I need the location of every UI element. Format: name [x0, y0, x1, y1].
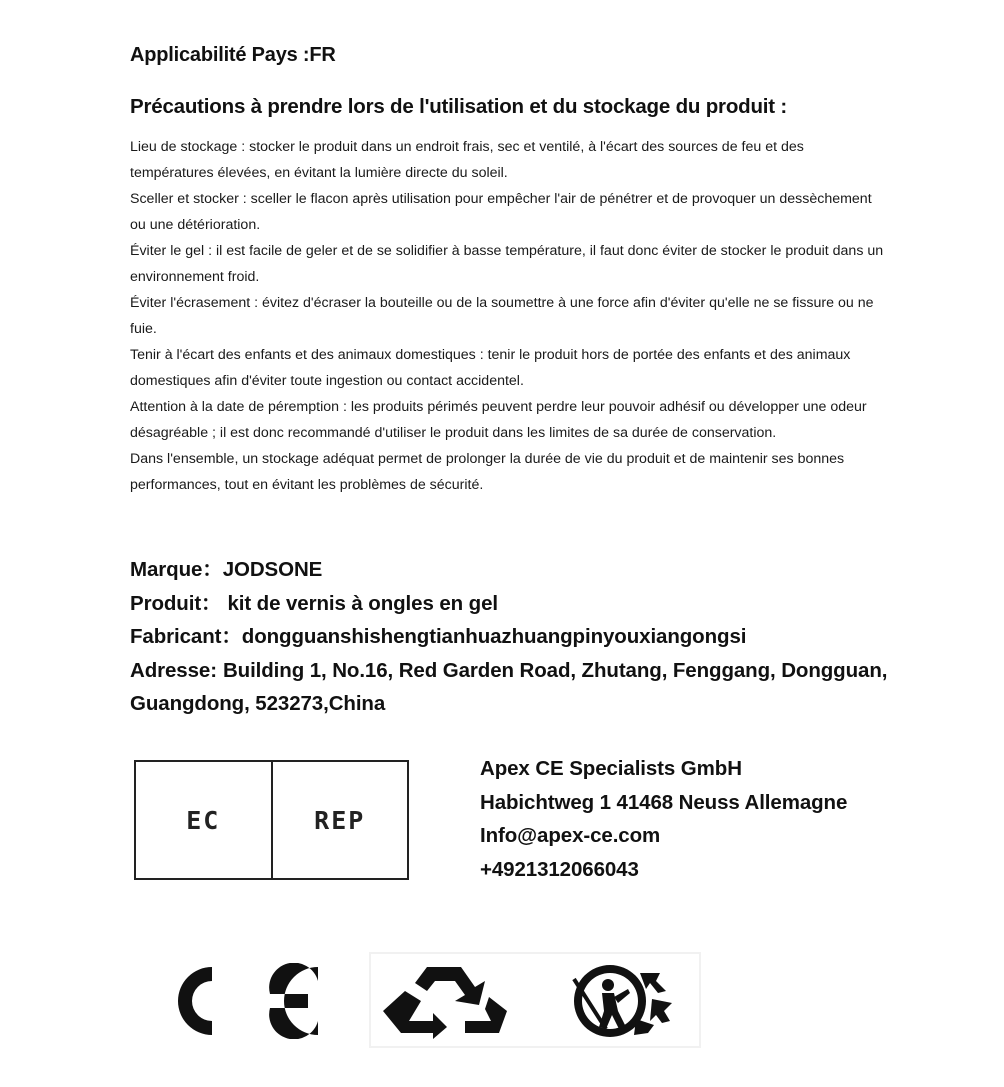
- product-label: Produit：: [130, 591, 222, 615]
- address-row-2: [130, 687, 930, 721]
- address-label: Adresse:: [130, 658, 217, 682]
- rep-email: Info@apex-ce.com: [480, 824, 661, 847]
- brand-row: [130, 553, 930, 587]
- precautions-list: [130, 134, 890, 498]
- ec-rep-symbol: [134, 760, 409, 880]
- brand-label: Marque：: [130, 558, 223, 581]
- compliance-symbols: [140, 955, 700, 1045]
- address-line-1: Building 1, No.16, Red Garden Road, Zhutang, Fenggang, Dongguan,: [222, 658, 888, 682]
- ec-representative-info: [480, 752, 847, 886]
- precaution-expiry-date: Attention à la date de péremption : les produits périmés peuvent perdre leur pouvoir adhésif ou développer une odeur désagréable ; il est donc recommandé d'utiliser le produit dans les limites de sa durée de conservation.: [130, 399, 867, 441]
- precaution-seal-and-store: Sceller et stocker : sceller le flacon après utilisation pour empêcher l'air de pénétrer et de provoquer un dessèchement ou une détérioration.: [130, 191, 872, 233]
- precautions-heading: Précautions à prendre lors de l'utilisation et du stockage du produit :: [130, 95, 788, 118]
- product-info-block: [130, 553, 930, 721]
- product-row: [130, 587, 930, 621]
- precaution-children-pets: Tenir à l'écart des enfants et des animaux domestiques : tenir le produit hors de portée des enfants et des animaux domestiques afin d'éviter toute ingestion ou contact accidentel.: [130, 347, 851, 389]
- rep-label: REP: [271, 762, 408, 878]
- rep-phone: +4921312066043: [480, 857, 639, 881]
- manufacturer-label: Fabricant：: [130, 625, 242, 648]
- brand-value: JODSONE: [222, 558, 323, 581]
- precaution-avoid-crushing: Éviter l'écrasement : évitez d'écraser la bouteille ou de la soumettre à une force afin d'éviter qu'elle ne se fissure ou ne fuie.: [130, 295, 874, 337]
- precaution-storage-location: Lieu de stockage : stocker le produit dans un endroit frais, sec et ventilé, à l'écart des sources de feu et des températures élevées, en évitant la lumière directe du soleil.: [130, 139, 804, 181]
- address-row: [130, 654, 930, 688]
- manufacturer-value: dongguanshishengtianhuazhuangpinyouxiangongsi: [241, 625, 747, 648]
- ec-label: EC: [186, 805, 221, 835]
- rep-address: Habichtweg 1 41468 Neuss Allemagne: [480, 790, 848, 814]
- recycle-icon: [375, 961, 525, 1041]
- precaution-summary: Dans l'ensemble, un stockage adéquat permet de prolonger la durée de vie du produit et de maintenir ses bonnes performances, tout en évitant les problèmes de sécurité.: [130, 451, 845, 493]
- manufacturer-row: [130, 620, 930, 654]
- precaution-avoid-freezing: Éviter le gel : il est facile de geler et de se solidifier à basse température, il faut donc éviter de stocker le produit dans un environnement froid.: [130, 243, 884, 285]
- rep-company: Apex CE Specialists GmbH: [480, 757, 742, 780]
- product-value: kit de vernis à ongles en gel: [227, 591, 498, 615]
- triman-icon: [568, 959, 678, 1043]
- country-applicability: Applicabilité Pays :FR: [130, 44, 336, 66]
- address-line-2: Guangdong, 523273,China: [130, 692, 386, 715]
- ce-mark-icon: [140, 963, 325, 1039]
